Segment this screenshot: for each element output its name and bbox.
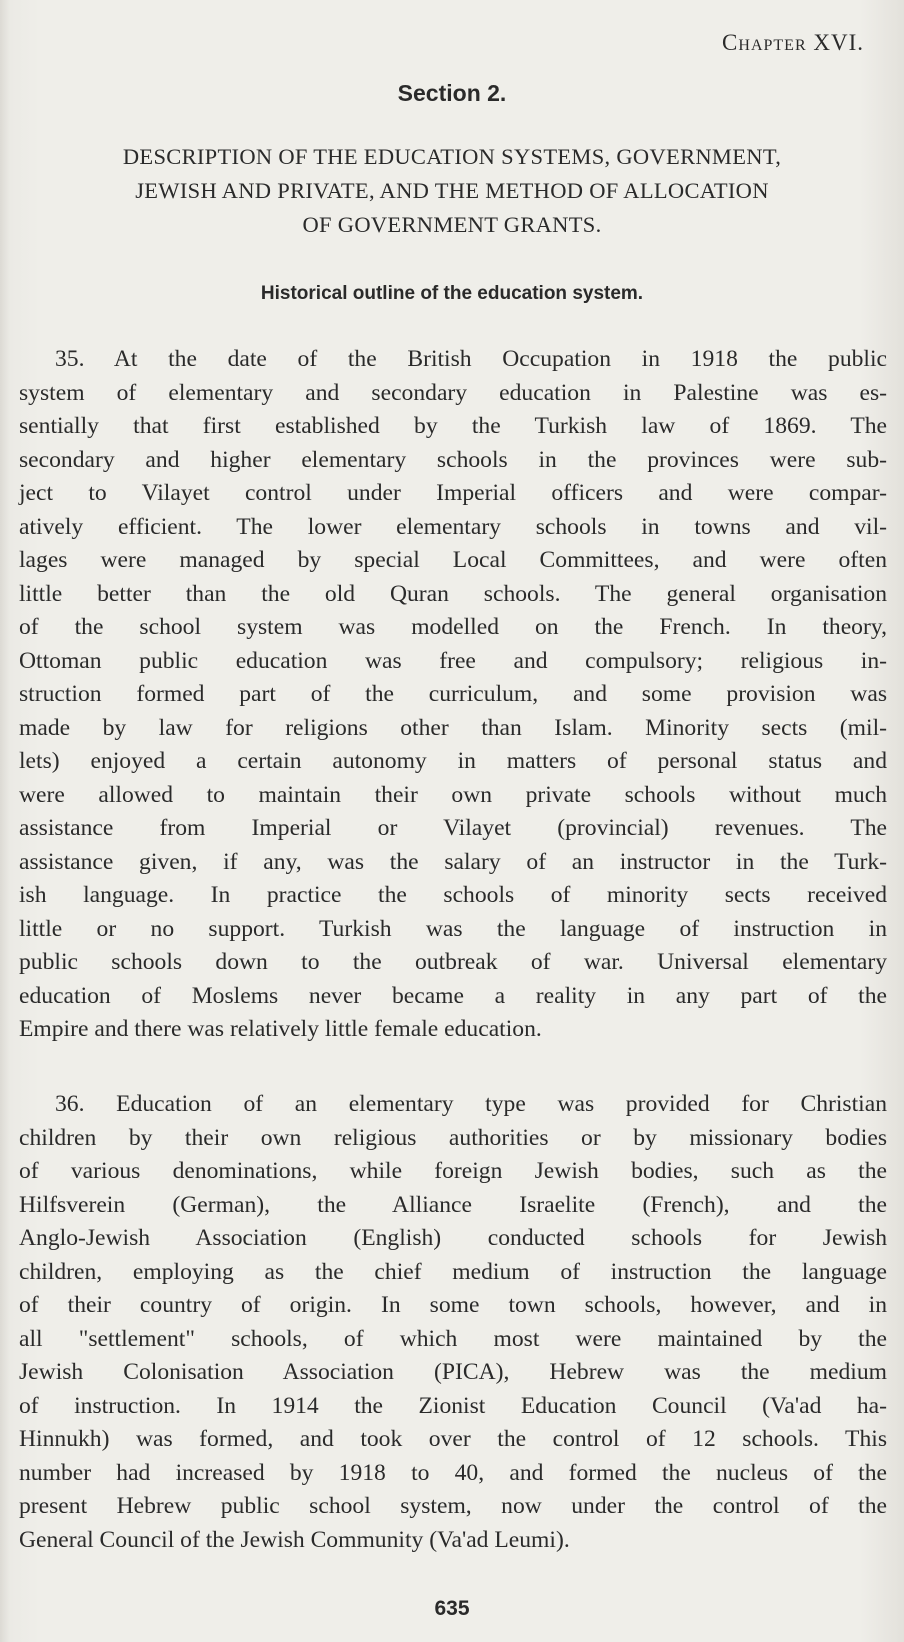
paragraph-line: secondary and higher elementary schools in the provinces were sub- [19, 446, 887, 473]
sub-heading: Historical outline of the education system. [260, 283, 644, 304]
main-heading-line: DESCRIPTION OF THE EDUCATION SYSTEMS, GOVERNMENT, [122, 144, 782, 169]
paragraph-line: were allowed to maintain their own private schools without much [19, 781, 887, 808]
main-heading-line: JEWISH AND PRIVATE, AND THE METHOD OF ALLOCATION [135, 178, 769, 203]
page-number: 635 [434, 1597, 470, 1620]
paragraph-line: ish language. In practice the schools of minority sects received [19, 882, 887, 908]
main-heading [20, 140, 884, 242]
paragraph-line: struction formed part of the curriculum, and some provision was [19, 681, 887, 707]
paragraph-line: of their country of origin. In some town schools, however, and in [19, 1292, 887, 1318]
section-title: Section 2. [397, 80, 507, 106]
paragraph-line: public schools down to the outbreak of war. Universal elementary [19, 949, 887, 975]
paragraph-line: sentially that first established by the Turkish law of 1869. The [19, 413, 887, 439]
paragraph-line: little or no support. Turkish was the language of instruction in [19, 915, 887, 942]
paragraph-line: present Hebrew public school system, now under the control of the [19, 1493, 887, 1519]
paragraph-line: Empire and there was relatively little female education. [19, 1016, 542, 1042]
paragraph-line: children by their own religious authorities or by missionary bodies [19, 1124, 887, 1151]
paragraph-line: assistance from Imperial or Vilayet (provincial) revenues. The [19, 815, 887, 841]
paragraph-line: ject to Vilayet control under Imperial officers and were compar- [19, 480, 887, 506]
paragraph-line: children, employing as the chief medium of instruction the language [19, 1258, 887, 1285]
paragraph-line: Ottoman public education was free and compulsory; religious in- [19, 647, 887, 674]
paragraph-line: all "settlement" schools, of which most were maintained by the [19, 1325, 887, 1352]
paragraph-line: of the school system was modelled on the French. In theory, [19, 614, 887, 640]
paragraph-line: made by law for religions other than Islam. Minority sects (mil- [19, 714, 887, 741]
paragraph-line: 35. At the date of the British Occupation in 1918 the public [55, 346, 887, 372]
paragraph-line: education of Moslems never became a reality in any part of the [19, 982, 887, 1009]
paragraph-line: of instruction. In 1914 the Zionist Education Council (Va'ad ha- [19, 1392, 887, 1419]
paragraph-line: lets) enjoyed a certain autonomy in matters of personal status and [19, 748, 887, 774]
paragraph-line: Anglo-Jewish Association (English) conducted schools for Jewish [19, 1225, 887, 1251]
paragraph-line: assistance given, if any, was the salary of an instructor in the Turk- [19, 848, 887, 875]
paragraph-36 [19, 1088, 887, 1557]
paragraph-line: Jewish Colonisation Association (PICA), Hebrew was the medium [19, 1359, 887, 1385]
chapter-header: Chapter XVI. [722, 30, 864, 55]
paragraph-line: lages were managed by special Local Committees, and were often [19, 547, 887, 573]
paragraph-line: 36. Education of an elementary type was provided for Christian [55, 1091, 887, 1117]
paragraph-line: system of elementary and secondary education in Palestine was es- [19, 379, 887, 406]
paragraph-line: number had increased by 1918 to 40, and formed the nucleus of the [19, 1459, 887, 1486]
main-heading-line: OF GOVERNMENT GRANTS. [302, 212, 602, 237]
paragraph-line: Hilfsverein (German), the Alliance Israelite (French), and the [19, 1191, 887, 1218]
paragraph-35 [19, 343, 887, 1047]
paragraph-line: General Council of the Jewish Community (Va'ad Leumi). [19, 1526, 570, 1553]
paragraph-line: Hinnukh) was formed, and took over the control of 12 schools. This [19, 1426, 887, 1452]
paragraph-line: little better than the old Quran schools. The general organisation [19, 580, 887, 607]
paragraph-line: of various denominations, while foreign Jewish bodies, such as the [19, 1158, 887, 1184]
paragraph-line: atively efficient. The lower elementary schools in towns and vil- [19, 513, 887, 540]
